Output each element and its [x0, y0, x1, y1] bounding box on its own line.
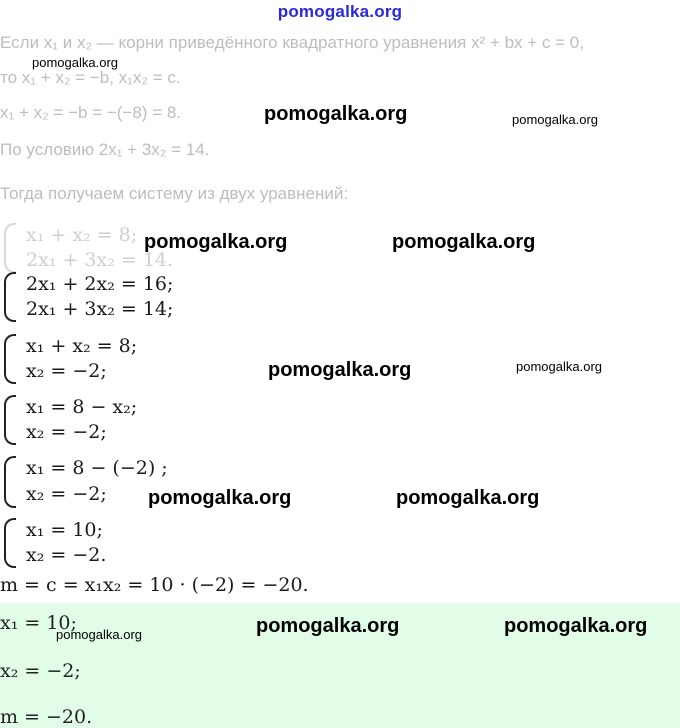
- watermark: pomogalka.org: [396, 487, 540, 509]
- watermark: pomogalka.org: [32, 55, 118, 70]
- system-equation: x₁ = 8 − x₂;: [26, 396, 138, 418]
- system-brace: [4, 395, 16, 445]
- intro-line-1: Если x₁ и x₂ — корни приведённого квадратного уравнения x² + bx + c = 0,: [0, 33, 584, 52]
- intro-line-5: Тогда получаем систему из двух уравнений:: [0, 184, 349, 203]
- watermark: pomogalka.org: [516, 359, 602, 374]
- system-equation: 2x₁ + 3x₂ = 14.: [26, 249, 174, 271]
- watermark: pomogalka.org: [504, 615, 648, 637]
- system-equation: x₂ = −2;: [26, 360, 107, 382]
- system-equation: x₁ = 8 − (−2) ;: [26, 457, 168, 479]
- system-brace: [4, 223, 16, 273]
- intro-line-2: то x₁ + x₂ = −b, x₁x₂ = c.: [0, 68, 181, 87]
- system-equation: 2x₁ + 3x₂ = 14;: [26, 298, 174, 320]
- system-brace: [4, 518, 16, 568]
- watermark: pomogalka.org: [268, 359, 412, 381]
- answer-x2: x₂ = −2;: [0, 660, 81, 682]
- site-brand-link[interactable]: pomogalka.org: [277, 2, 403, 21]
- system-brace: [4, 456, 16, 508]
- system-brace: [4, 334, 16, 384]
- result-line: m = c = x₁x₂ = 10 · (−2) = −20.: [0, 574, 309, 596]
- system-equation: x₂ = −2.: [26, 544, 107, 566]
- system-equation: x₁ + x₂ = 8;: [26, 335, 138, 357]
- system-brace: [4, 272, 16, 322]
- answer-x1: x₁ = 10;: [0, 612, 77, 634]
- intro-line-3: x₁ + x₂ = −b = −(−8) = 8.: [0, 103, 182, 122]
- watermark: pomogalka.org: [144, 231, 288, 253]
- system-equation: x₁ + x₂ = 8;: [26, 224, 138, 246]
- watermark: pomogalka.org: [512, 112, 598, 127]
- system-equation: x₂ = −2;: [26, 421, 107, 443]
- system-equation: x₂ = −2;: [26, 483, 107, 505]
- intro-line-4: По условию 2x₁ + 3x₂ = 14.: [0, 140, 210, 159]
- answer-m: m = −20.: [0, 706, 93, 728]
- watermark: pomogalka.org: [148, 487, 292, 509]
- watermark: pomogalka.org: [264, 103, 408, 125]
- watermark: pomogalka.org: [56, 627, 142, 642]
- system-equation: 2x₁ + 2x₂ = 16;: [26, 273, 174, 295]
- system-equation: x₁ = 10;: [26, 519, 103, 541]
- watermark: pomogalka.org: [256, 615, 400, 637]
- watermark: pomogalka.org: [392, 231, 536, 253]
